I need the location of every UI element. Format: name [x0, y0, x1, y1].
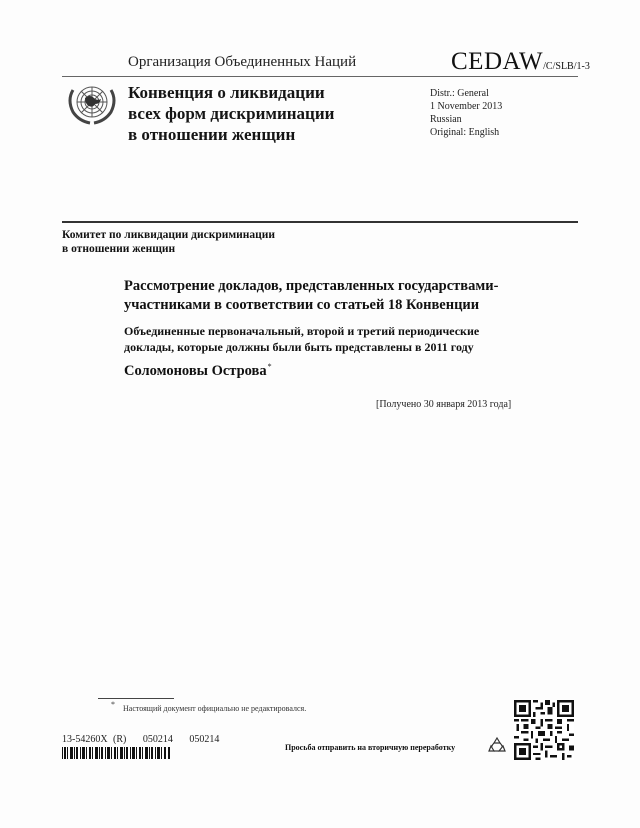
received-date: [Получено 30 января 2013 года] — [376, 399, 512, 410]
symbol-suffix: /C/SLB/1-3 — [543, 61, 590, 72]
country-name: Соломоновы Острова — [124, 363, 267, 379]
un-emblem-icon — [64, 80, 120, 128]
footnote-text: Настоящий документ официально не редактировался. — [123, 704, 307, 713]
header-rule — [62, 76, 578, 77]
consideration-line: участниками в соответствии со статьей 18 Конвенции — [124, 297, 480, 313]
symbol-main: CEDAW — [451, 48, 544, 75]
convention-line: всех форм дискриминации — [128, 104, 335, 123]
job-number-line — [62, 734, 219, 745]
consideration-line: Рассмотрение докладов, представленных государствами- — [124, 278, 499, 294]
footnote-reference[interactable]: * — [267, 362, 272, 371]
date-code: 050214 — [142, 734, 173, 745]
document-symbol — [451, 48, 590, 76]
qr-code-icon[interactable] — [514, 700, 574, 760]
reports-line: Объединенные первоначальный, второй и третий периодические — [124, 324, 480, 338]
committee-name — [62, 228, 275, 256]
consideration-heading — [124, 277, 534, 315]
country-heading — [124, 362, 272, 380]
recycle-notice: Просьба отправить на вторичную переработку — [285, 743, 456, 752]
distr-date: 1 November 2013 — [430, 101, 503, 112]
footnote-separator — [98, 698, 174, 699]
convention-line: Конвенция о ликвидации — [128, 83, 325, 102]
organization-name: Организация Объединенных Наций — [128, 54, 357, 70]
job-number: 13-54260X (R) — [62, 734, 127, 745]
footnote-mark: * — [111, 700, 115, 709]
distribution-info — [430, 87, 502, 139]
convention-title — [128, 82, 334, 145]
committee-line: в отношении женщин — [62, 243, 176, 255]
convention-line: в отношении женщин — [128, 125, 296, 144]
reports-subheading — [124, 323, 534, 355]
date-code: 050214 — [189, 734, 220, 745]
committee-line: Комитет по ликвидации дискриминации — [62, 229, 276, 241]
distr-original: Original: English — [430, 127, 500, 138]
reports-line: доклады, которые должны были быть представлены в 2011 году — [124, 340, 474, 354]
title-rule — [62, 221, 578, 223]
recycle-icon — [488, 736, 506, 754]
barcode-icon — [62, 747, 170, 759]
distr-general: Distr.: General — [430, 88, 489, 99]
footnote — [111, 700, 307, 713]
distr-language: Russian — [430, 114, 462, 125]
